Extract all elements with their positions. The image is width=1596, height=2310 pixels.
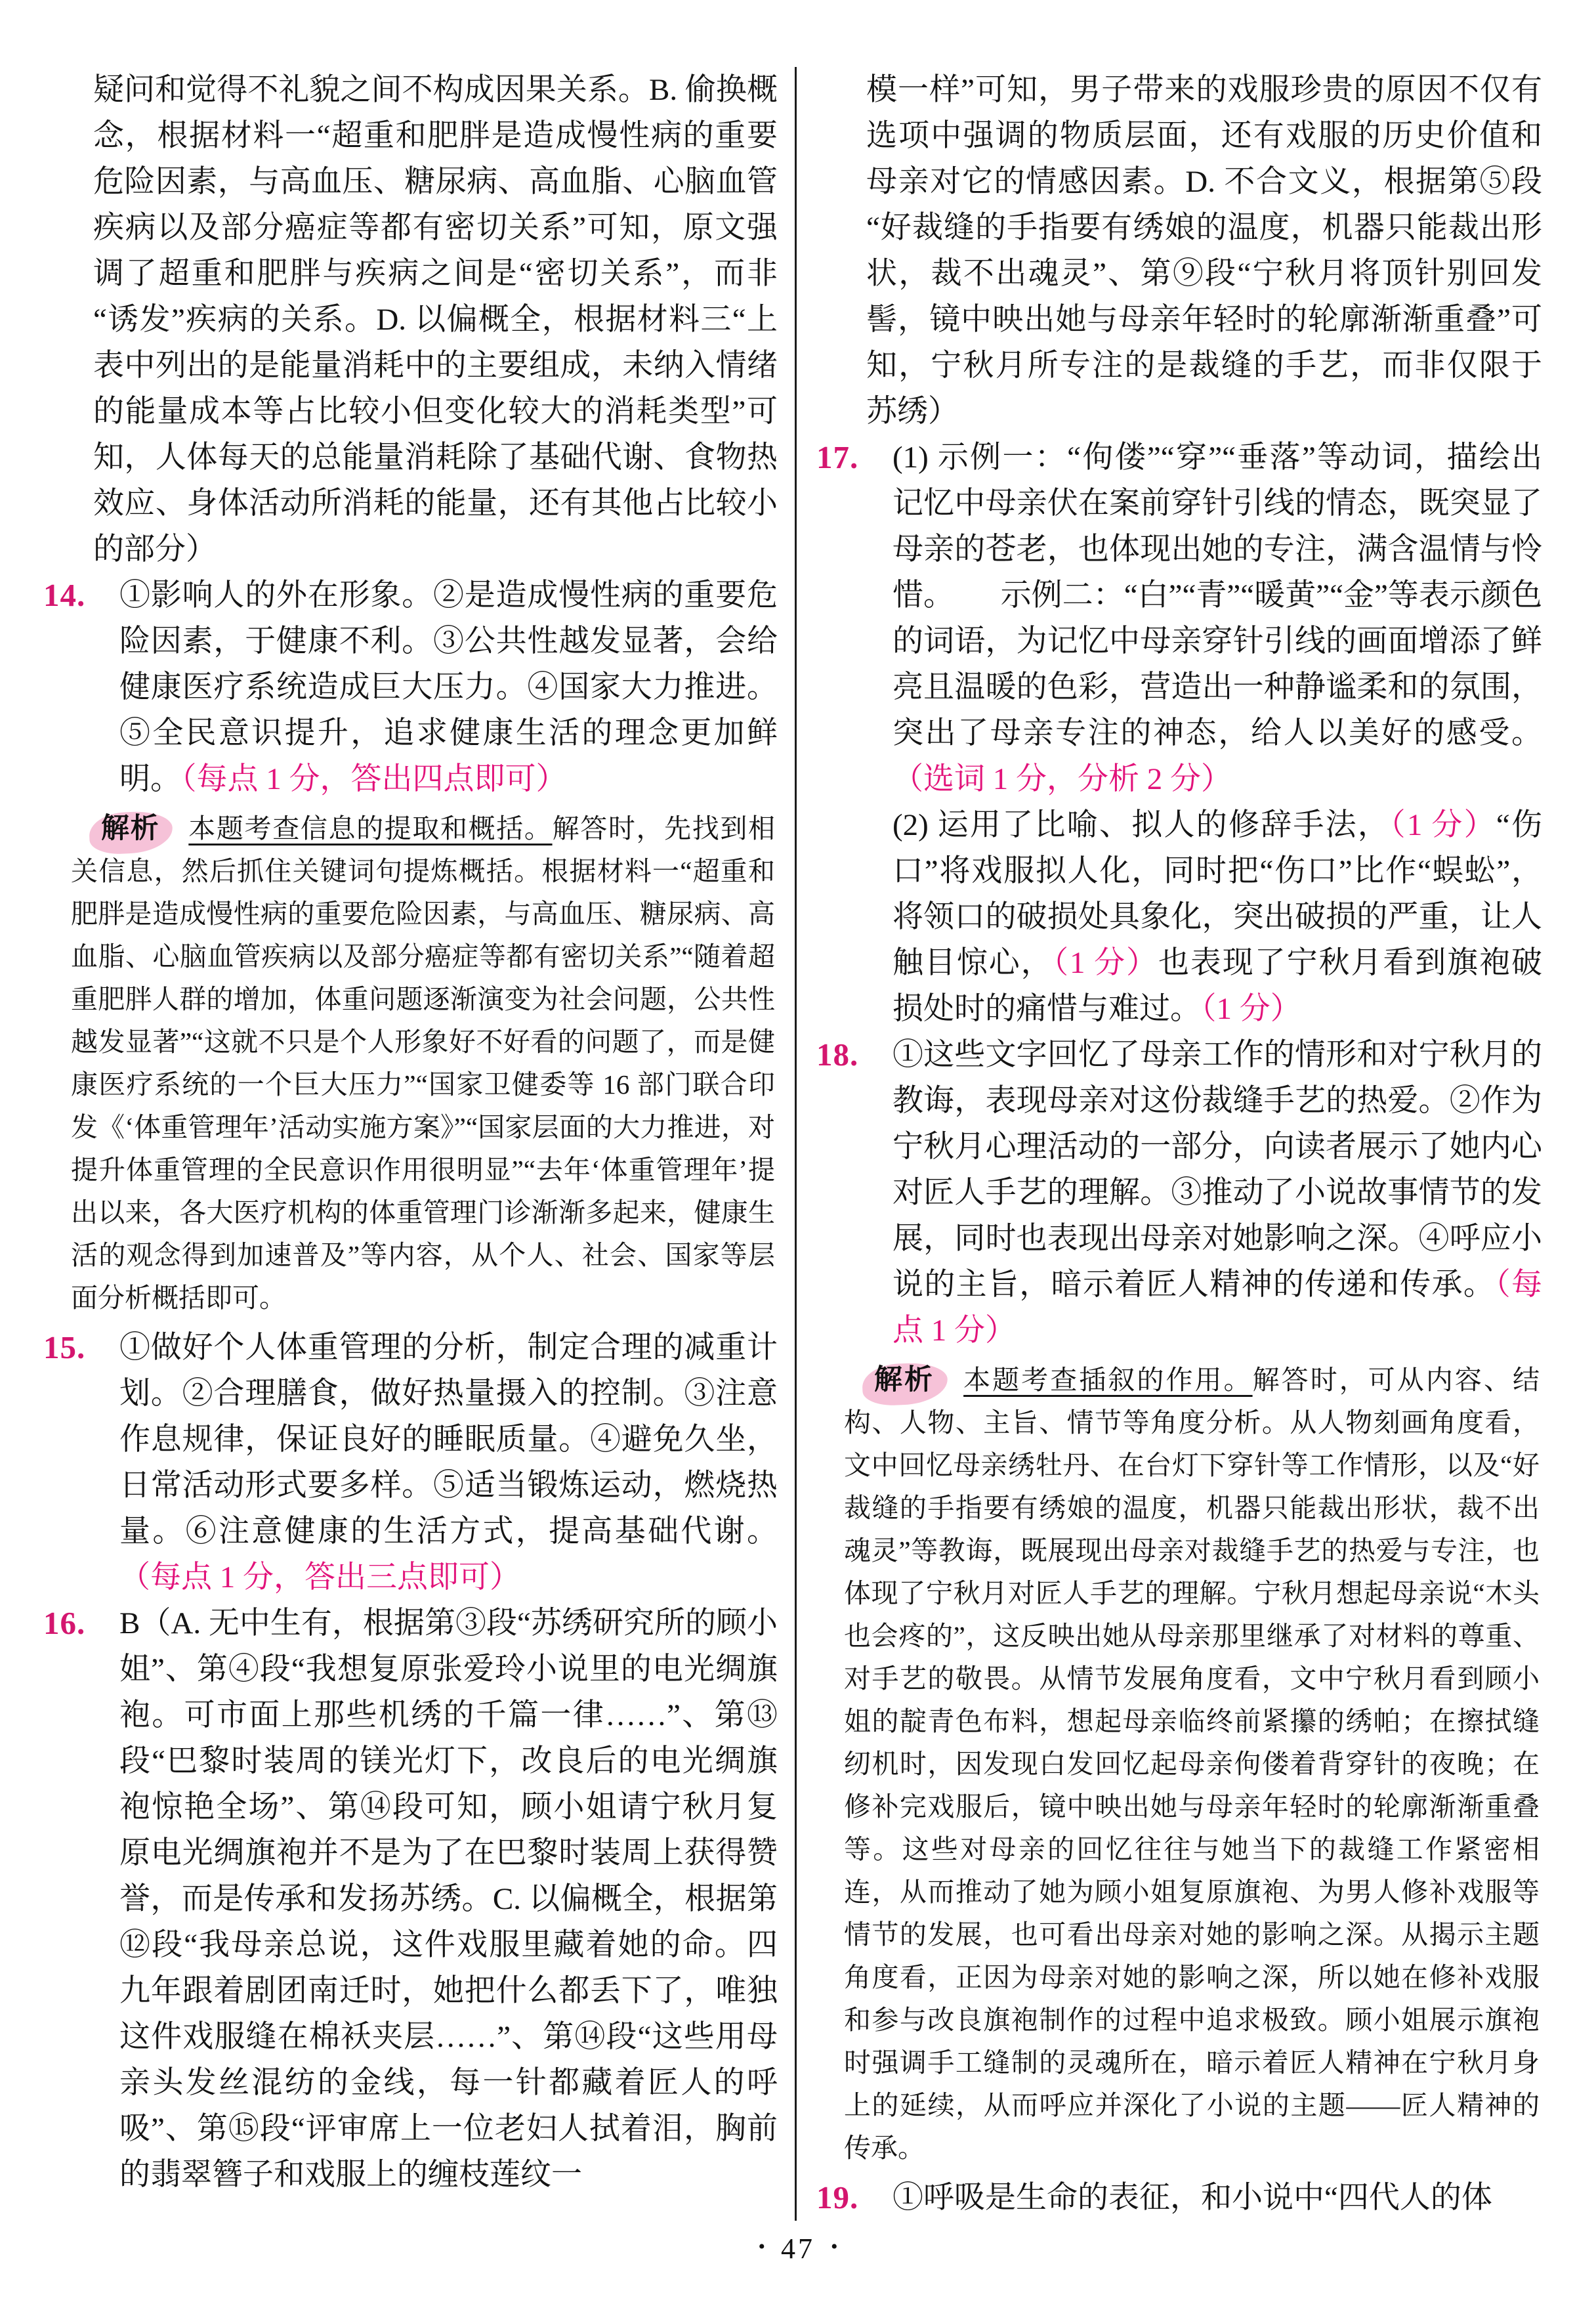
page-number-right-dot-icon: •: [831, 2236, 838, 2257]
answer-item-19: [814, 2175, 1542, 2221]
answer-paragraph: [119, 1600, 778, 2198]
answer-text: ①这些文字回忆了母亲工作的情形和对宁秋月的教诲，表现母亲对这份裁缝手艺的热爱。②作为宁秋月心理活动的一部分，向读者展示了她内心对匠人手艺的理解。③推动了小说故事情节的发展，同时也表现出母亲对她影响之深。④呼应小说的主旨，暗示着匠人精神的传递和传承。: [892, 1038, 1542, 1302]
item-body: [892, 1032, 1542, 1354]
score-note: （每点 1 分，答出三点即可）: [119, 1560, 520, 1594]
page-number-value: 47: [781, 2233, 815, 2265]
answer-paragraph: [892, 1032, 1542, 1354]
answer-paragraph: [892, 802, 1542, 1032]
answer-text: (2) 运用了比喻、拟人的修辞手法，: [892, 808, 1391, 842]
answer-paragraph: [93, 67, 778, 572]
right-column: [814, 67, 1542, 2221]
item-body: [119, 1600, 778, 2198]
page-body: [41, 67, 1558, 2221]
analysis-block: [844, 1359, 1540, 2170]
answer-text: “伤口”将戏服拟人化，同时把“伤口”比作“蜈蚣”，将领口的破损处具象化，突出破损的严重，让人触目惊心，: [892, 808, 1542, 980]
answer-item-15: [41, 1325, 778, 1600]
answer-paragraph: [119, 572, 778, 802]
answer-text: B（A. 无中生有，根据第③段“苏绣研究所的顾小姐”、第④段“我想复原张爱玲小说里的电光绸旗袍。可市面上那些机绣的千篇一律……”、第⑬段“巴黎时装周的镁光灯下，改良后的电光绸旗袍惊艳全场”、第⑭段可知，顾小姐请宁秋月复原电光绸旗袍并不是为了在巴黎时装周上获得赞誉，而是传承和发扬苏绣。C. 以偏概全，根据第⑫段“我母亲总说，这件戏服里藏着她的命。四九年跟着剧团南迁时，她把什么都丢下了，唯独这件戏服缝在棉袄夹层……”、第⑭段“这些用母亲头发丝混纺的金线，每一针都藏着匠人的呼吸”、第⑮段“评审席上一位老妇人拭着泪，胸前的翡翠簪子和戏服上的缠枝莲纹一: [119, 1606, 778, 2192]
exam-point-underlined: 本题考查信息的提取和概括。: [188, 813, 553, 844]
continued-paragraph: [93, 67, 778, 572]
answer-text: (1) 示例一：“佝偻”“穿”“垂落”等动词，描绘出记忆中母亲伏在案前穿针引线的情态，既突显了母亲的苍老，也体现出她的专注，满含温情与怜惜。 示例二：“白”“青”“暖黄”“金”等表示颜色的词语，为记忆中母亲穿针引线的画面增添了鲜亮且温暖的色彩，营造出一种静谧柔和的氛围，突出了母亲专注的神态，给人以美好的感受。: [892, 440, 1542, 750]
score-note: （1 分）: [1053, 946, 1158, 980]
item-number: 15.: [43, 1329, 86, 1365]
answer-text: ①影响人的外在形象。②是造成慢性病的重要危险因素，于健康不利。③公共性越发显著，会给健康医疗系统造成巨大压力。④国家大力推进。⑤全民意识提升，追求健康生活的理念更加鲜明。: [119, 578, 778, 796]
analysis-label: 解析: [874, 1365, 935, 1396]
score-note: （1 分）: [1201, 992, 1301, 1026]
answer-paragraph: [119, 1325, 778, 1600]
item-number: 16.: [43, 1605, 86, 1641]
answer-text: 模一样”可知，男子带来的戏服珍贵的原因不仅有选项中强调的物质层面，还有戏服的历史价值和母亲对它的情感因素。D. 不合文义，根据第⑤段“好裁缝的手指要有绣娘的温度，机器只能裁出形状，裁不出魂灵”、第⑨段“宁秋月将顶针别回发髻，镜中映出她与母亲年轻时的轮廓渐渐重叠”可知，宁秋月所专注的是裁缝的手艺，而非仅限于苏绣）: [866, 73, 1542, 429]
answer-text: ①做好个人体重管理的分析，制定合理的减重计划。②合理膳食，做好热量摄入的控制。③注意作息规律，保证良好的睡眠质量。④避免久坐，日常活动形式要多样。⑤适当锻炼运动，燃烧热量。⑥注意健康的生活方式，提高基础代谢。: [119, 1331, 778, 1549]
answer-item-17: [814, 435, 1542, 1032]
item-number: 18.: [816, 1037, 859, 1073]
item-body: [892, 435, 1542, 1032]
answer-paragraph: [866, 67, 1542, 435]
answer-paragraph: [892, 435, 1542, 802]
score-note: （1 分）: [1390, 808, 1496, 842]
column-divider-line: [795, 67, 797, 2221]
item-body: [892, 2175, 1542, 2221]
score-note: （每点 1 分，答出四点即可）: [181, 762, 567, 796]
answer-item-16: [41, 1600, 778, 2198]
item-number: 17.: [816, 439, 859, 475]
answer-text: 也表现了宁秋月看到旗袍破损处时的痛惜与难过。: [892, 946, 1543, 1026]
answer-text: 解答时，可从内容、结构、人物、主旨、情节等角度分析。从人物刻画角度看，文中回忆母亲绣牡丹、在台灯下穿针等工作情形，以及“好裁缝的手指要有绣娘的温度，机器只能裁出形状，裁不出魂灵”等教诲，既展现出母亲对裁缝手艺的热爱与专注，也体现了宁秋月对匠人手艺的理解。宁秋月想起母亲说“木头也会疼的”，这反映出她从母亲那里继承了对材料的尊重、对手艺的敬畏。从情节发展角度看，文中宁秋月看到顾小姐的靛青色布料，想起母亲临终前紧攥的绣帕；在擦拭缝纫机时，因发现白发回忆起母亲佝偻着背穿针的夜晚；在修补完戏服后，镜中映出她与母亲年轻时的轮廓渐渐重叠等。这些对母亲的回忆往往与她当下的裁缝工作紧密相连，从而推动了她为顾小姐复原旗袍、为男人修补戏服等情节的发展，也可看出母亲对她的影响之深。从揭示主题角度看，正因为母亲对她的影响之深，所以她在修补戏服和参与改良旗袍制作的过程中追求极致。顾小姐展示旗袍时强调手工缝制的灵魂所在，暗示着匠人精神在宁秋月身上的延续，从而呼应并深化了小说的主题——匠人精神的传承。: [844, 1365, 1540, 2163]
answer-paragraph: [892, 2175, 1542, 2221]
answer-text: 解答时，先找到相关信息，然后抓住关键词句提炼概括。根据材料一“超重和肥胖是造成慢性病的重要危险因素，与高血压、糖尿病、高血脂、心脑血管疾病以及部分癌症等都有密切关系”“随着超重肥胖人群的增加，体重问题逐渐演变为社会问题，公共性越发显著”“这就不只是个人形象好不好看的问题了，而是健康医疗系统的一个巨大压力”“国家卫健委等 16 部门联合印发《‘体重管理年’活动实施方案》”“国家层面的大力推进，对提升体重管理的全民意识作用很明显”“去年‘体重管理年’提出以来，各大医疗机构的体重管理门诊渐渐多起来，健康生活的观念得到加速普及”等内容，从个人、社会、国家等层面分析概括即可。: [71, 813, 776, 1313]
page-number-left-dot-icon: •: [758, 2236, 765, 2257]
item-body: [119, 572, 778, 802]
analysis-block: [71, 807, 775, 1319]
score-note: （选词 1 分，分析 2 分）: [892, 762, 1232, 796]
exam-point-underlined: 本题考查插叙的作用。: [963, 1365, 1253, 1395]
answer-text: 疑问和觉得不礼貌之间不构成因果关系。B. 偷换概念，根据材料一“超重和肥胖是造成慢性病的重要危险因素，与高血压、糖尿病、高血脂、心脑血管疾病以及部分癌症等都有密切关系”可知，原文强调了超重和肥胖与疾病之间是“密切关系”，而非“诱发”疾病的关系。D. 以偏概全，根据材料三“上表中列出的是能量消耗中的主要组成，未纳入情绪的能量成本等占比较小但变化较大的消耗类型”可知，人体每天的总能量消耗除了基础代谢、食物热效应、身体活动所消耗的能量，还有其他占比较小的部分）: [93, 73, 778, 567]
answer-item-14: [41, 572, 778, 802]
continued-paragraph: [866, 67, 1542, 435]
answer-item-18: [814, 1032, 1542, 1354]
answer-text: ①呼吸是生命的表征，和小说中“四代人的体: [892, 2181, 1492, 2215]
score-note: （每点 1 分）: [892, 1268, 1543, 1348]
item-number: 14.: [43, 577, 86, 613]
page-number: [0, 2232, 1596, 2265]
analysis-label: 解析: [101, 813, 160, 844]
item-number: 19.: [816, 2179, 859, 2215]
item-body: [119, 1325, 778, 1600]
left-column: [41, 67, 778, 2198]
